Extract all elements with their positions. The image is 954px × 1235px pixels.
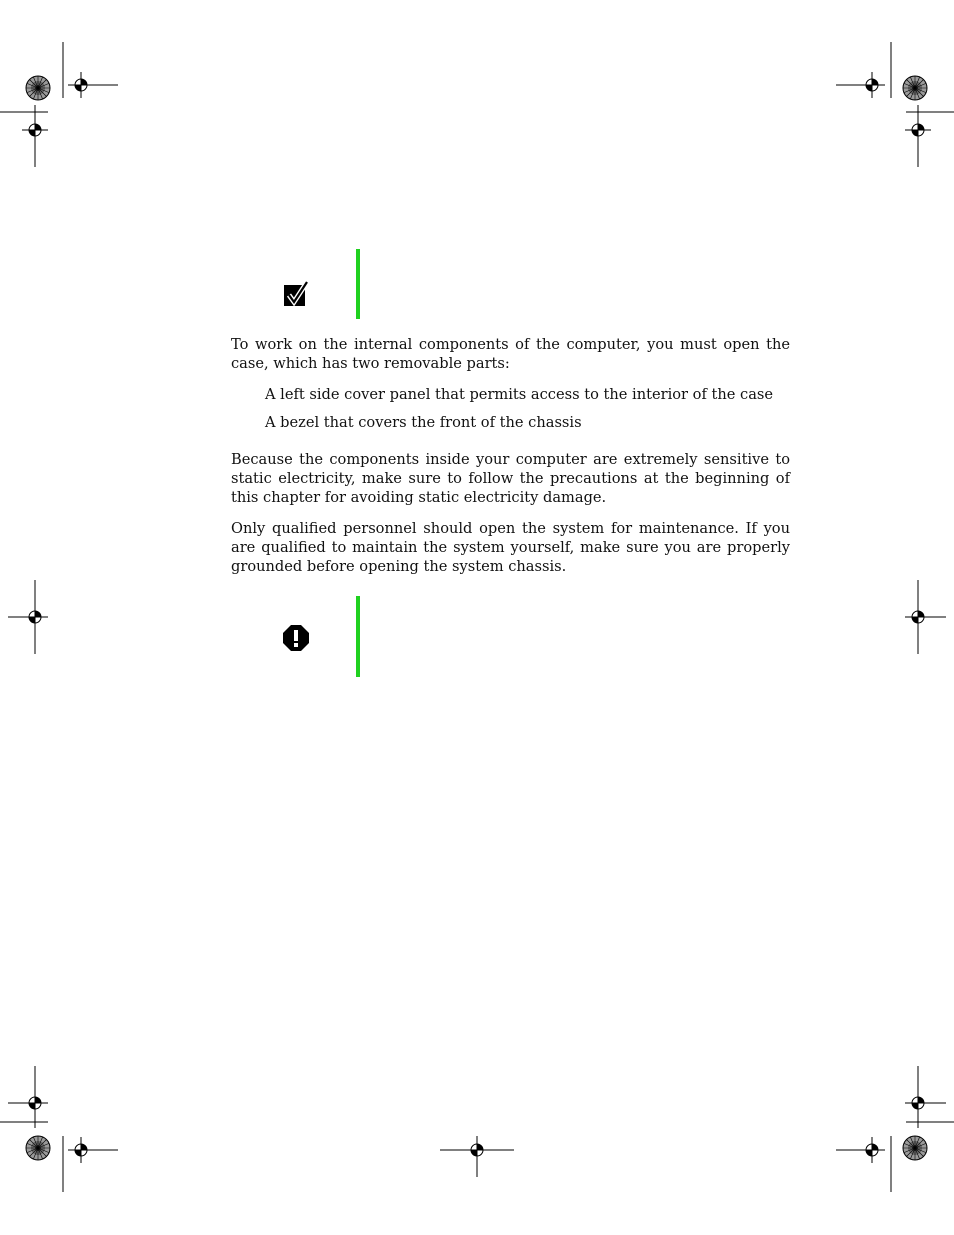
checkmark-icon (283, 281, 309, 307)
crop-mark-top-left (0, 42, 118, 167)
crop-mark-bottom-center (440, 1136, 514, 1177)
crop-mark-bottom-right (836, 1066, 954, 1192)
crop-mark-mid-left (8, 580, 48, 654)
crop-mark-bottom-left (0, 1066, 118, 1192)
crop-mark-top-right (836, 42, 954, 167)
qualified-personnel-paragraph: Only qualified personnel should open the system for maintenance. If you are qualified to maintain the system yourself, make sure you are properly grounded before opening the system chassis. (231, 520, 790, 575)
list-item: A bezel that covers the front of the chassis (265, 414, 582, 431)
note-callout-bar (356, 249, 360, 319)
warning-callout-bar (356, 596, 360, 677)
warning-icon (282, 624, 310, 652)
static-warning-paragraph: Because the components inside your computer are extremely sensitive to static electricity, make sure to follow the precautions at the beginning of this chapter for avoiding static electricity damage. (231, 451, 790, 506)
crop-mark-mid-right (905, 580, 946, 654)
intro-paragraph: To work on the internal components of the computer, you must open the case, which has two removable parts: (231, 336, 790, 372)
list-item: A left side cover panel that permits access to the interior of the case (265, 386, 774, 403)
